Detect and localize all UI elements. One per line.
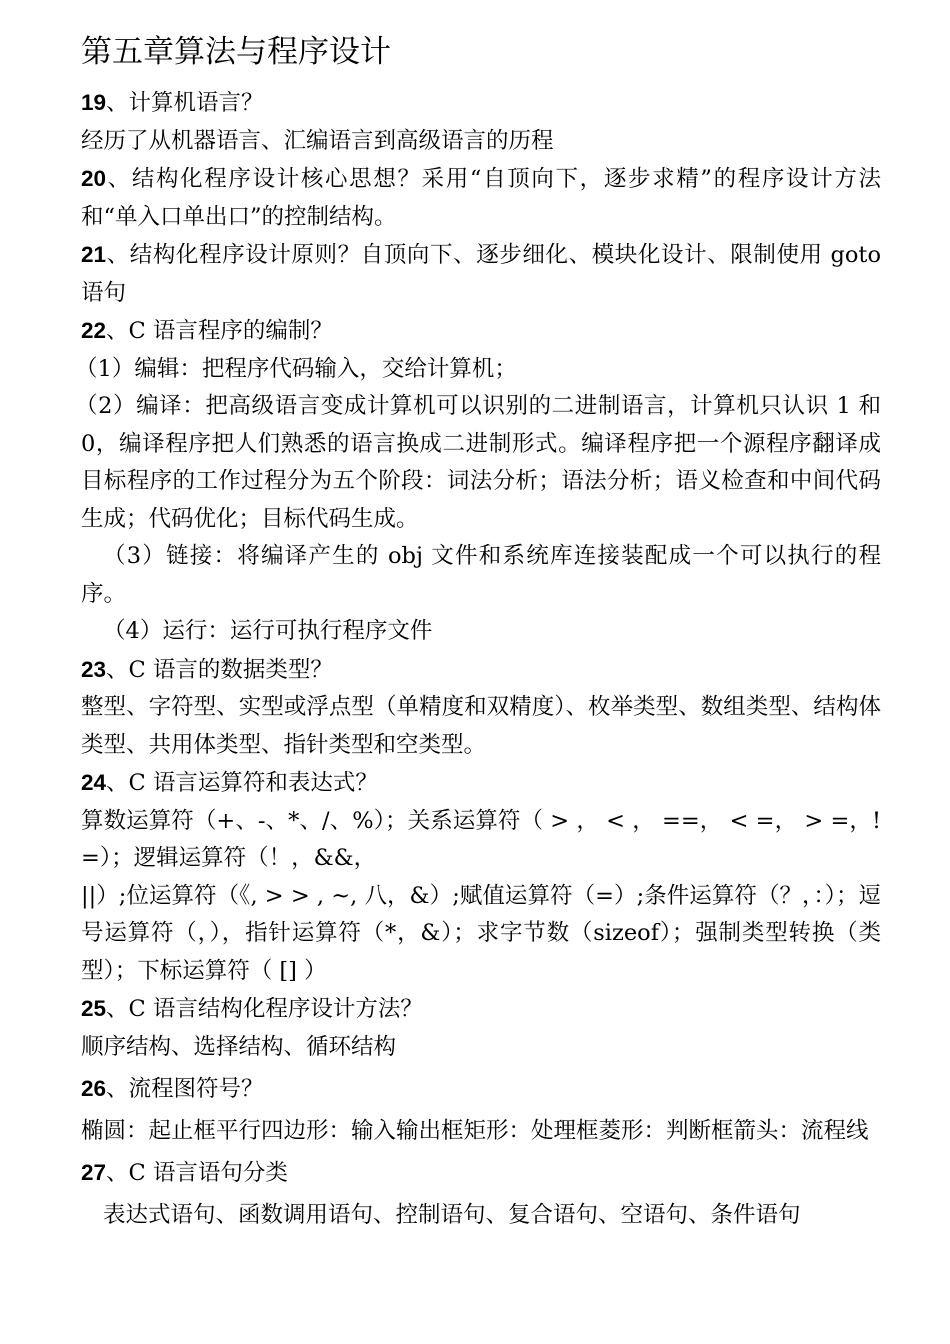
question-text: 、C 语言运算符和表达式？ xyxy=(106,770,378,796)
question-text: 、流程图符号？ xyxy=(106,1076,264,1102)
answer-22-step-4: （4）运行：运行可执行程序文件 xyxy=(103,618,433,644)
answer-22-step-1: （1）编辑：把程序代码输入，交给计算机； xyxy=(75,355,517,382)
question-23 xyxy=(81,651,881,690)
answer-23: 整型、字符型、实型或浮点型（单精度和双精度）、枚举类型、数组类型、结构体类型、共用体类型、指针类型和空类型。 xyxy=(81,694,881,758)
question-text: 、计算机语言？ xyxy=(106,90,264,116)
question-number: 26 xyxy=(81,1076,107,1101)
question-19 xyxy=(81,84,881,123)
question-number: 19 xyxy=(81,90,107,115)
answer-19: 经历了从机器语言、汇编语言到高级语言的历程 xyxy=(81,127,554,154)
question-number: 25 xyxy=(81,996,107,1021)
question-text: 、C 语言语句分类 xyxy=(106,1160,288,1186)
answer-22-step-3: （3）链接：将编译产生的 obj 文件和系统库连接装配成一个可以执行的程序。 xyxy=(81,543,881,607)
document-page xyxy=(75,28,881,1234)
answer-22-step-2: （2）编译：把高级语言变成计算机可以识别的二进制语言，计算机只认识 1 和 0，编译程序把人们熟悉的语言换成二进制形式。编译程序把一个源程序翻译成目标程序的工作过程分为五个阶段：词法分析；语法分析；语义检查和中间代码生成；代码优化；目标代码生成。 xyxy=(75,393,881,532)
answer-27: 表达式语句、函数调用语句、控制语句、复合语句、空语句、条件语句 xyxy=(103,1201,801,1228)
question-text: 、结构化程序设计核心思想？采用“自顶向下，逐步求精”的程序设计方法和“单入口单出口”的控制结构。 xyxy=(81,166,881,230)
question-26 xyxy=(81,1070,881,1109)
question-text: 、结构化程序设计原则？自顶向下、逐步细化、模块化设计、限制使用 goto 语句 xyxy=(81,242,881,306)
answer-24-part-2: ||）;位运算符（《, > > , ~, 八，&）;赋值运算符（=）;条件运算符（？，：）；逗号运算符（，），指针运算符（*，&）；求字节数（sizeof）；强制类型转换（类型）；下标运算符（ [] ） xyxy=(81,882,881,984)
question-number: 22 xyxy=(81,318,107,343)
chapter-title: 第五章算法与程序设计 xyxy=(81,34,391,70)
question-number: 24 xyxy=(81,770,107,795)
answer-25: 顺序结构、选择结构、循环结构 xyxy=(81,1033,397,1060)
question-number: 21 xyxy=(81,242,107,267)
question-text: 、C 语言程序的编制？ xyxy=(106,318,333,344)
question-20 xyxy=(81,160,881,236)
question-number: 20 xyxy=(81,166,107,191)
question-21 xyxy=(81,236,881,312)
question-25 xyxy=(81,990,881,1029)
answer-24-part-1: 算数运算符（+、-、*、/、%）；关系运算符（ > ， < ， ==， < =， > =，!=）；逻辑运算符（！，&&， xyxy=(81,807,881,871)
question-text: 、C 语言结构化程序设计方法？ xyxy=(106,996,423,1022)
question-text: 、C 语言的数据类型？ xyxy=(106,656,333,683)
answer-26: 椭圆：起止框平行四边形：输入输出框矩形：处理框菱形：判断框箭头：流程线 xyxy=(81,1117,869,1144)
question-24 xyxy=(81,764,881,803)
question-27 xyxy=(81,1154,881,1193)
question-number: 27 xyxy=(81,1160,107,1185)
question-number: 23 xyxy=(81,656,107,682)
question-22 xyxy=(81,312,881,351)
